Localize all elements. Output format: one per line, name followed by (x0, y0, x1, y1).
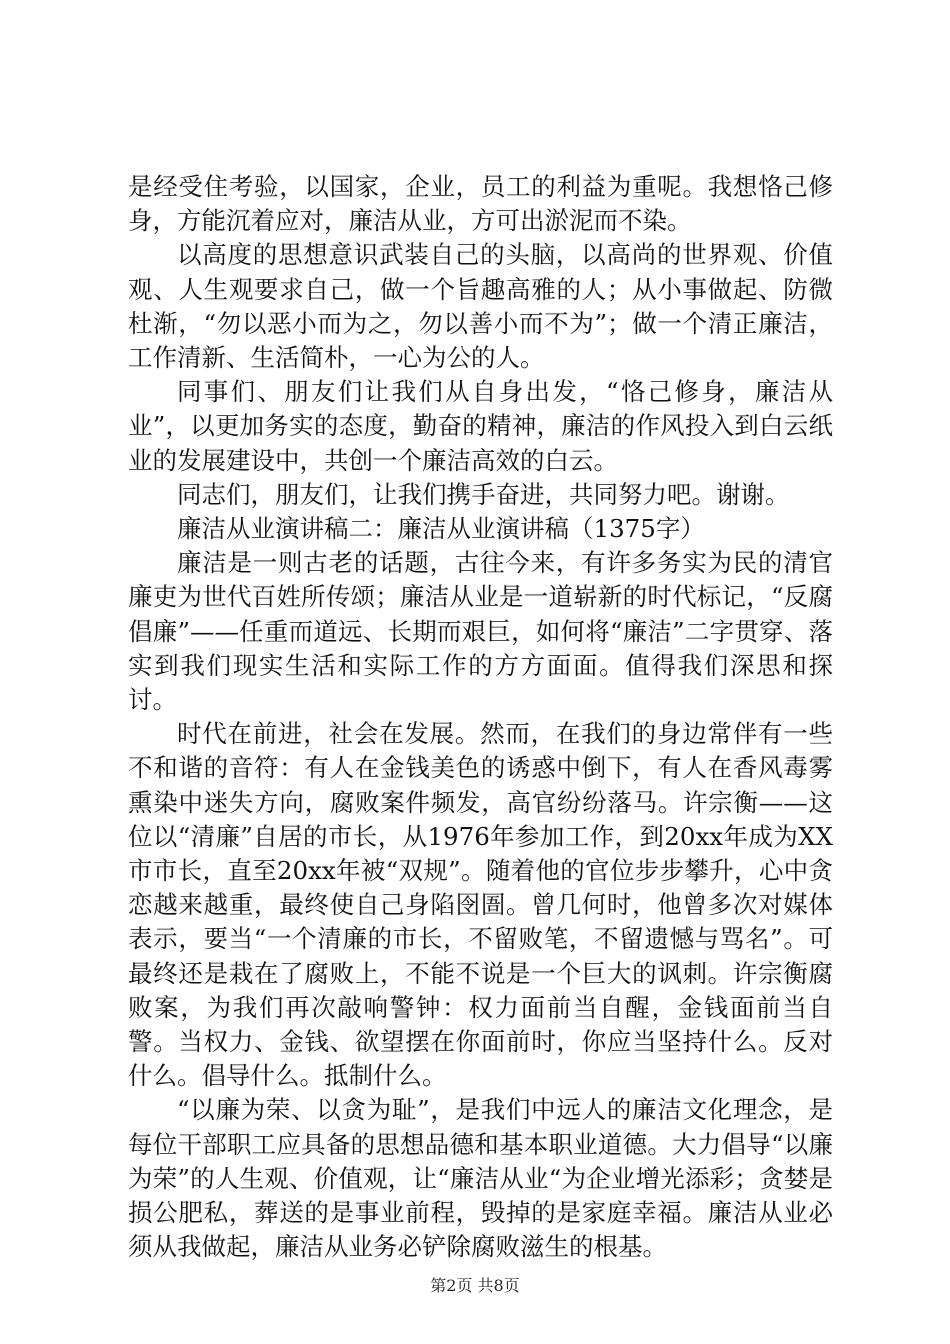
paragraph-4: 同志们，朋友们，让我们携手奋进，共同努力吧。谢谢。 (177, 479, 790, 509)
page-footer (0, 1276, 950, 1296)
paragraph-5: 廉洁是一则古老的话题，古往今来，有许多务实为民的清官廉吏为世代百姓所传颂；廉洁从业是一道崭新的时代标记，“反腐倡廉”——任重而道远、长期而艰巨，如何将“廉洁”二字贯穿、落实到我们现实生活和实际工作的方方面面。值得我们深思和探讨。 (128, 548, 833, 715)
paragraph-7: “以廉为荣、以贪为耻”，是我们中远人的廉洁文化理念，是每位干部职工应具备的思想品德和基本职业道德。大力倡导“以廉为荣”的人生观、价值观，让“廉洁从业“为企业增光添彩；贪婪是损公肥私，葬送的是事业前程，毁掉的是家庭幸福。廉洁从业必须从我做起，廉洁从业务必铲除腐败滋生的根基。 (128, 1095, 833, 1262)
paragraph-3: 同事们、朋友们让我们从自身出发，“恪己修身，廉洁从业”，以更加务实的态度，勤奋的精神，廉洁的作风投入到白云纸业的发展建设中，共创一个廉洁高效的白云。 (128, 377, 833, 475)
paragraph-2: 以高度的思想意识武装自己的头脑，以高尚的世界观、价值观、人生观要求自己，做一个旨趣高雅的人；从小事做起、防微杜渐，“勿以恶小而为之，勿以善小而不为”；做一个清正廉洁，工作清新、生活简朴，一心为公的人。 (128, 240, 833, 373)
paragraph-6: 时代在前进，社会在发展。然而，在我们的身边常伴有一些不和谐的音符：有人在金钱美色的诱惑中倒下，有人在香风毒雾熏染中迷失方向，腐败案件频发，高官纷纷落马。许宗衡——这位以“清廉”自居的市长，从1976年参加工作，到20xx年成为XX市市长，直至20xx年被“双规”。随着他的官位步步攀升，心中贪恋越来越重，最终使自己身陷囹圄。曾几何时，他曾多次对媒体表示，要当“一个清廉的市长，不留败笔，不留遗憾与骂名”。可最终还是栽在了腐败上，不能不说是一个巨大的讽刺。许宗衡腐败案，为我们再次敲响警钟：权力面前当自醒，金钱面前当自警。当权力、金钱、欲望摆在你面前时，你应当坚持什么。反对什么。倡导什么。抵制什么。 (128, 719, 833, 1091)
paragraph-1: 是经受住考验，以国家，企业，员工的利益为重呢。我想恪己修身，方能沉着应对，廉洁从业，方可出淤泥而不染。 (128, 172, 833, 236)
document-body (128, 170, 833, 1265)
page-number: 第2页 共8页 (430, 1276, 520, 1295)
section-heading: 廉洁从业演讲稿二：廉洁从业演讲稿（1375字） (177, 514, 705, 544)
